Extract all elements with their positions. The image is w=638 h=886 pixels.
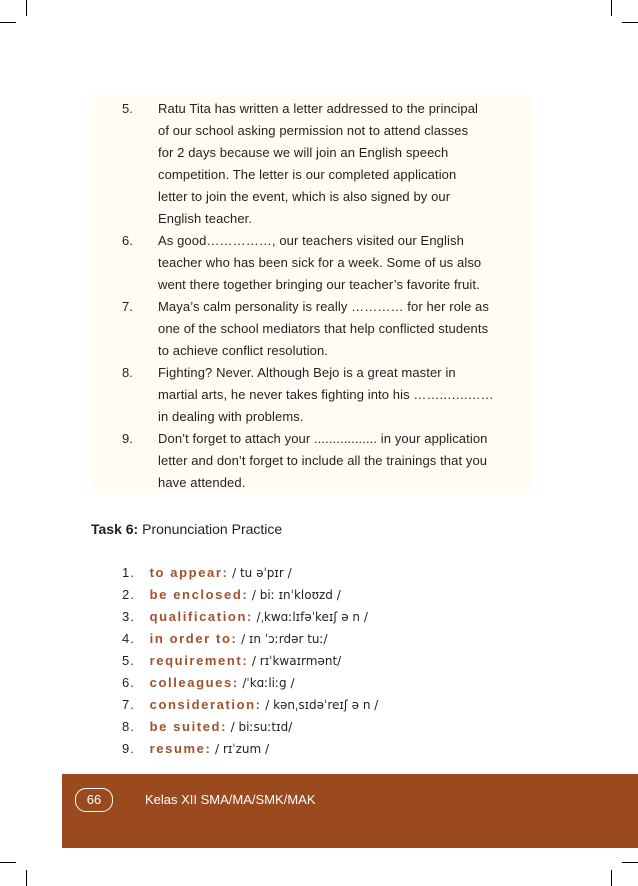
item-text-line: have attended. [158, 475, 246, 490]
crop-mark [26, 0, 27, 16]
crop-mark [26, 870, 27, 886]
pronunciation-number: 2. [122, 587, 135, 602]
item-text-line: English teacher. [158, 211, 253, 226]
item-text-line: for 2 days because we will join an English speech [158, 145, 449, 160]
item-number: 9. [122, 431, 133, 446]
crop-mark [622, 862, 638, 863]
page-number: 66 [75, 788, 113, 812]
pronunciation-item [122, 609, 368, 624]
pronunciation-word: colleagues: [149, 675, 239, 690]
item-text-line: went there together bringing our teacher’s favorite fruit. [158, 277, 480, 292]
crop-mark [611, 870, 612, 886]
pronunciation-word: in order to: [149, 631, 238, 646]
item-text-line: Fighting? Never. Although Bejo is a great master in [158, 365, 456, 380]
pronunciation-ipa: / rɪˈzum / [215, 742, 270, 756]
pronunciation-number: 6. [122, 675, 135, 690]
pronunciation-number: 4. [122, 631, 135, 646]
item-text-line: As good……………, our teachers visited our English [158, 233, 464, 248]
item-text-line: competition. The letter is our completed application [158, 167, 457, 182]
pronunciation-word: consideration: [149, 697, 262, 712]
pronunciation-item [122, 675, 295, 690]
item-text-line: Ratu Tita has written a letter addressed to the principal [158, 101, 479, 116]
pronunciation-item [122, 719, 292, 734]
pronunciation-word: be enclosed: [149, 587, 249, 602]
pronunciation-word: resume: [149, 741, 212, 756]
item-text-line: letter and don’t forget to include all the trainings that you [158, 453, 488, 468]
pronunciation-item [122, 565, 292, 580]
pronunciation-ipa: / rɪˈkwaɪrmənt/ [251, 654, 342, 668]
pronunciation-number: 3. [122, 609, 135, 624]
item-number: 8. [122, 365, 133, 380]
item-text-line: in dealing with problems. [158, 409, 304, 424]
item-text-line: letter to join the event, which is also signed by our [158, 189, 451, 204]
pronunciation-number: 5. [122, 653, 135, 668]
pronunciation-number: 8. [122, 719, 135, 734]
item-text-line: one of the school mediators that help conflicted students [158, 321, 489, 336]
pronunciation-ipa: / tu əˈpɪr / [232, 566, 292, 580]
pronunciation-number: 9. [122, 741, 135, 756]
pronunciation-word: to appear: [149, 565, 229, 580]
crop-mark [0, 22, 16, 23]
pronunciation-number: 7. [122, 697, 135, 712]
pronunciation-word: be suited: [149, 719, 228, 734]
item-number: 7. [122, 299, 133, 314]
item-text-line: teacher who has been sick for a week. Some of us also [158, 255, 482, 270]
pronunciation-item [122, 587, 341, 602]
task-title: Pronunciation Practice [142, 521, 283, 537]
pronunciation-item [122, 653, 341, 668]
book-title: Kelas XII SMA/MA/SMK/MAK [145, 792, 316, 807]
crop-mark [0, 862, 16, 863]
item-text-line: Maya’s calm personality is really ………… for her role as [158, 299, 489, 314]
pronunciation-item [122, 697, 378, 712]
pronunciation-number: 1. [122, 565, 135, 580]
pronunciation-item [122, 741, 269, 756]
pronunciation-ipa: / kənˌsɪdəˈreɪʃ ə n / [265, 698, 379, 712]
footer-band [62, 774, 638, 848]
pronunciation-word: qualification: [149, 609, 253, 624]
pronunciation-ipa: /ˈkɑːliːg / [242, 676, 295, 690]
pronunciation-ipa: / biːsuːtɪd/ [230, 720, 293, 734]
pronunciation-ipa: /ˌkwɑːlɪfəˈkeɪʃ ə n / [256, 610, 368, 624]
item-number: 6. [122, 233, 133, 248]
task-heading [91, 521, 282, 537]
item-number: 5. [122, 101, 133, 116]
item-text-line: Don’t forget to attach your ................. in your application [158, 431, 488, 446]
task-label: Task 6: [91, 521, 139, 537]
item-text-line: to achieve conflict resolution. [158, 343, 329, 358]
item-text-line: of our school asking permission not to attend classes [158, 123, 469, 138]
pronunciation-ipa: / biː ɪnˈkloʊzd / [251, 588, 341, 602]
crop-mark [611, 0, 612, 16]
crop-mark [622, 22, 638, 23]
pronunciation-item [122, 631, 328, 646]
pronunciation-word: requirement: [149, 653, 249, 668]
item-text-line: martial arts, he never takes fighting into his ……..…..…… [158, 387, 494, 402]
pronunciation-ipa: / ɪn ˈɔːrdər tuː/ [241, 632, 328, 646]
